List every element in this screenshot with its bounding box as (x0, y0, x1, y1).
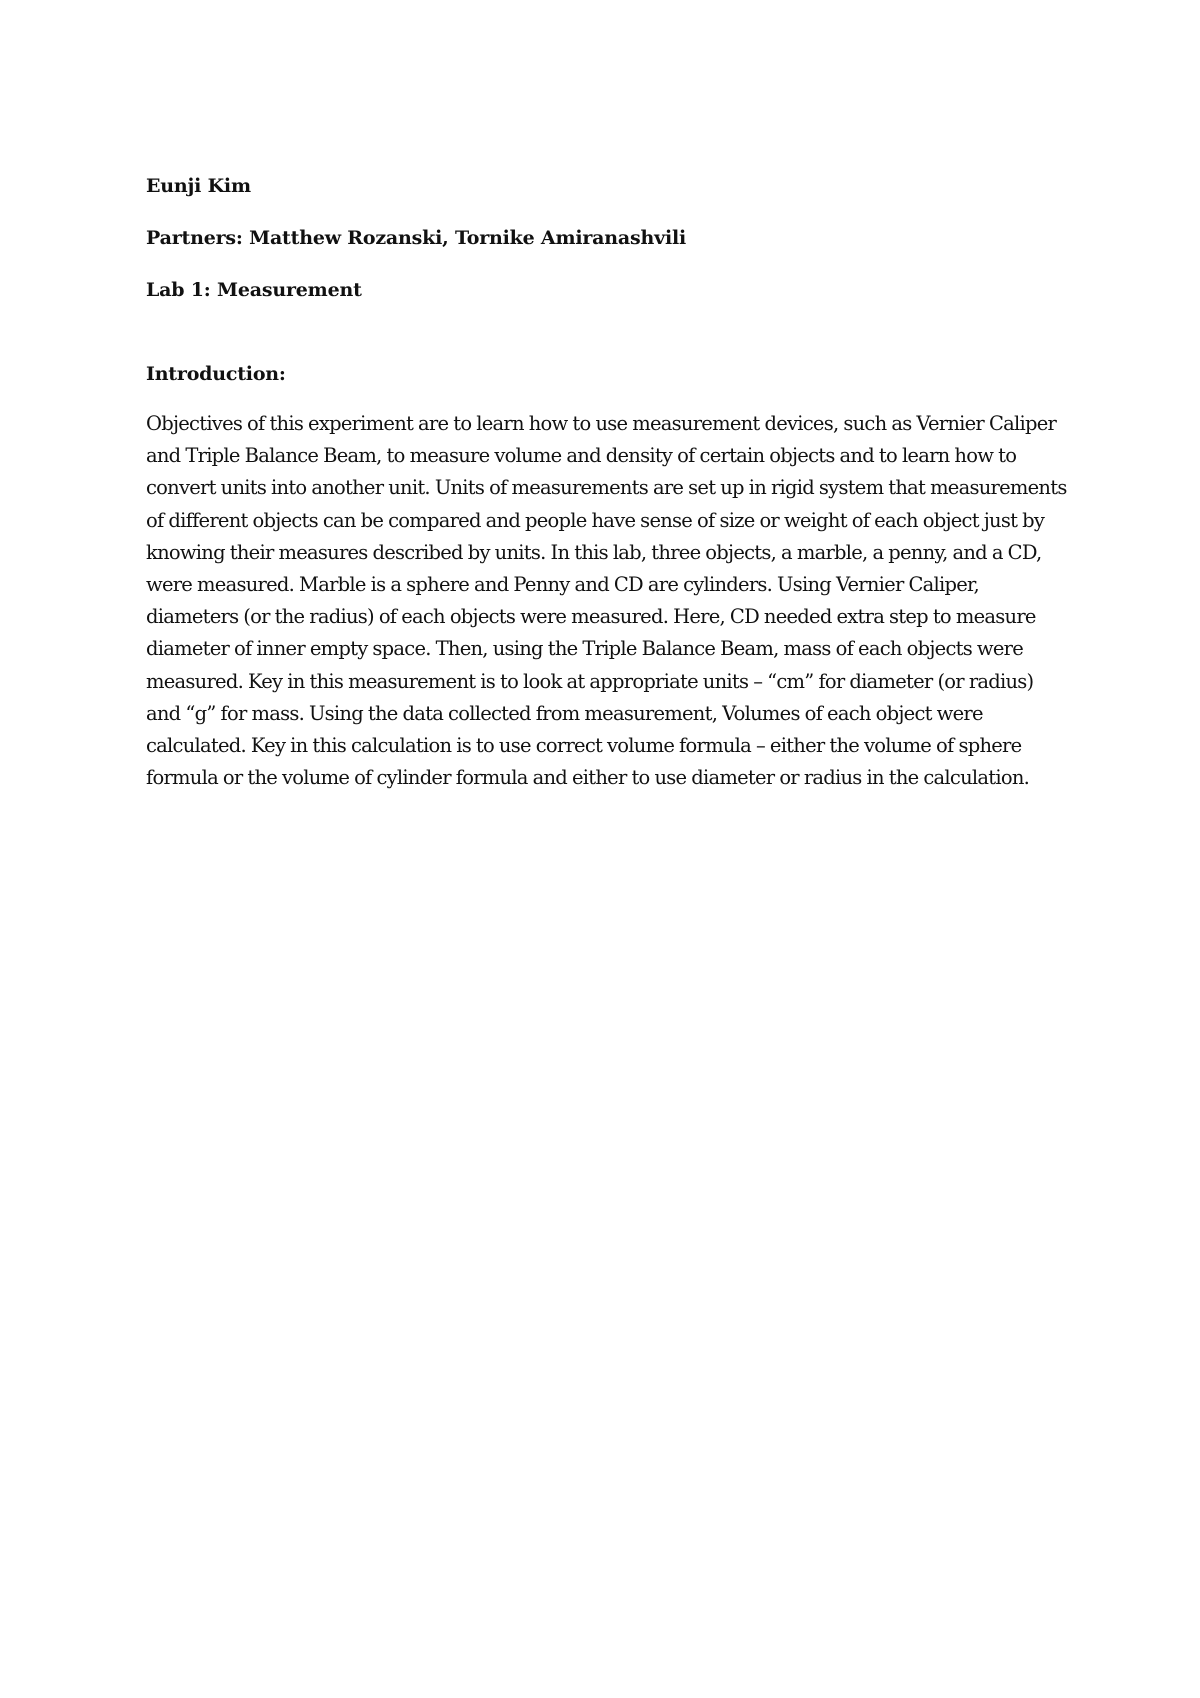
introduction-heading: Introduction: (146, 363, 286, 385)
author-name: Eunji Kim (146, 175, 251, 197)
partners-line: Partners: Matthew Rozanski, Tornike Amiranashvili (146, 227, 687, 249)
document-body (146, 170, 1071, 794)
lab-title: Lab 1: Measurement (146, 279, 362, 301)
introduction-paragraph: Objectives of this experiment are to learn how to use measurement devices, such as Vernier Caliper and Triple Balance Beam, to measure volume and density of certain objects and to learn how to convert units into another unit. Units of measurements are set up in rigid system that measurements of different objects can be compared and people have sense of size or weight of each object just by knowing their measures described by units. In this lab, three objects, a marble, a penny, and a CD, were measured. Marble is a sphere and Penny and CD are cylinders. Using Vernier Caliper, diameters (or the radius) of each objects were measured. Here, CD needed extra step to measure diameter of inner empty space. Then, using the Triple Balance Beam, mass of each objects were measured. Key in this measurement is to look at appropriate units – “cm” for diameter (or radius) and “g” for mass. Using the data collected from measurement, Volumes of each object were calculated. Key in this calculation is to use correct volume formula – either the volume of sphere formula or the volume of cylinder formula and either to use diameter or radius in the calculation. (146, 412, 1067, 790)
